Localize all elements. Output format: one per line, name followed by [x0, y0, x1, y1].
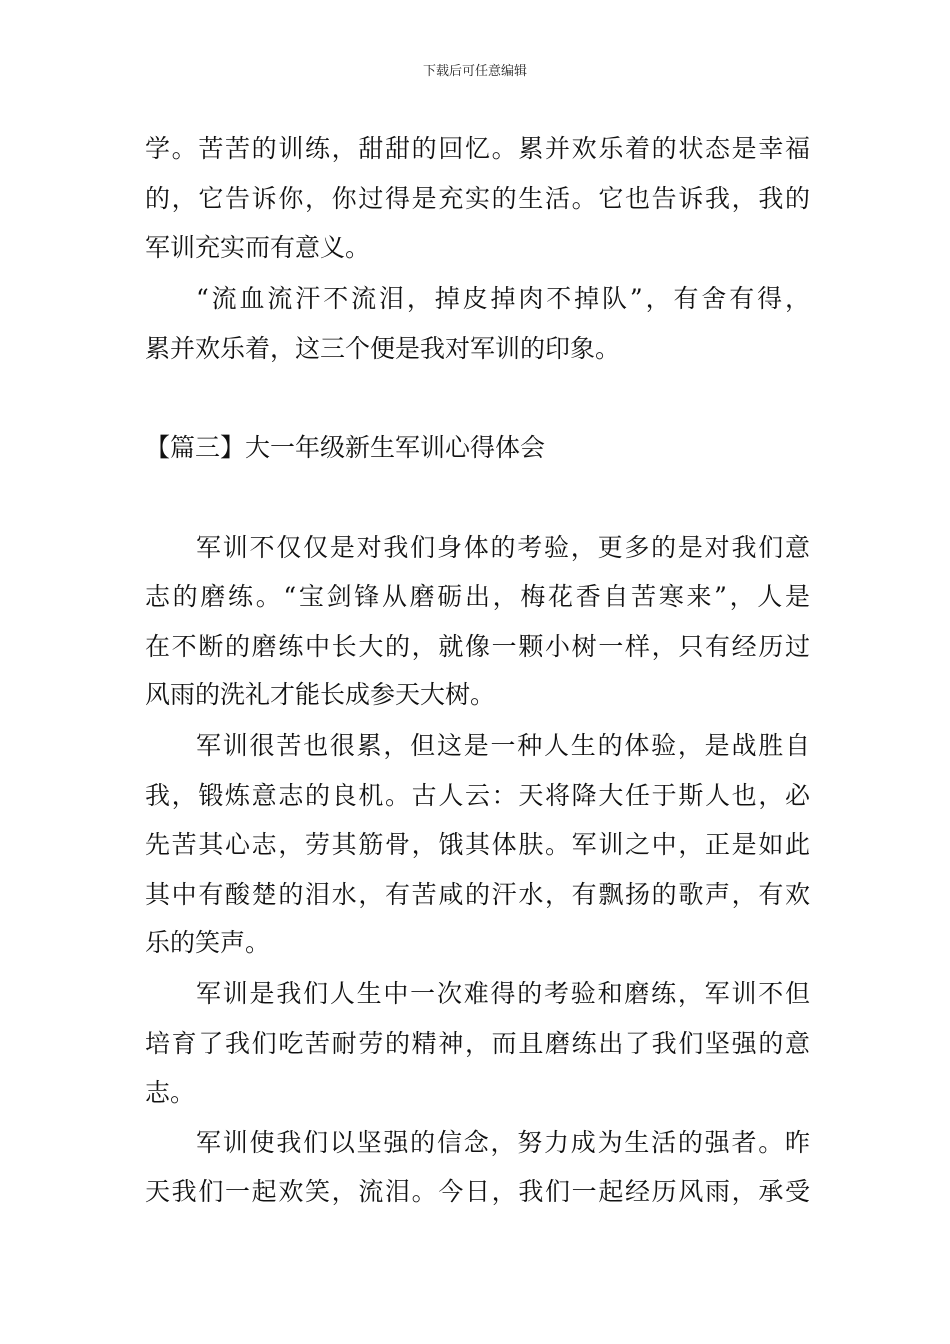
text-line: 天我们一起欢笑，流泪。今日，我们一起经历风雨，承受 [145, 1177, 810, 1206]
text-line: 我，锻炼意志的良机。古人云：天将降大任于斯人也，必 [145, 781, 810, 810]
text-line: 志。 [145, 1078, 196, 1107]
text-line: 军训充实而有意义。 [145, 233, 371, 262]
section-heading: 【篇三】大一年级新生军训心得体会 [145, 433, 546, 462]
text-line: 军训是我们人生中一次难得的考验和磨练，军训不但 [196, 979, 810, 1008]
text-line: 风雨的洗礼才能长成参天大树。 [145, 680, 496, 709]
text-line: “流血流汗不流泪，掉皮掉肉不掉队”，有舍有得， [196, 284, 810, 313]
text-line: 先苦其心志，劳其筋骨，饿其体肤。军训之中，正是如此 [145, 830, 810, 859]
text-line: 累并欢乐着，这三个便是我对军训的印象。 [145, 334, 621, 363]
text-line: 的，它告诉你，你过得是充实的生活。它也告诉我，我的 [145, 184, 810, 213]
text-line: 军训不仅仅是对我们身体的考验，更多的是对我们意 [196, 533, 810, 562]
text-line: 学。苦苦的训练，甜甜的回忆。累并欢乐着的状态是幸福 [145, 134, 810, 163]
text-line: 在不断的磨练中长大的，就像一颗小树一样，只有经历过 [145, 632, 810, 661]
text-line: 培育了我们吃苦耐劳的精神，而且磨练出了我们坚强的意 [145, 1029, 810, 1058]
text-line: 志的磨练。“宝剑锋从磨砺出，梅花香自苦寒来”，人是 [145, 582, 810, 611]
text-line: 乐的笑声。 [145, 928, 271, 957]
text-line: 军训使我们以坚强的信念，努力成为生活的强者。昨 [196, 1128, 810, 1157]
text-line: 其中有酸楚的泪水，有苦咸的汗水，有飘扬的歌声，有欢 [145, 880, 810, 909]
page-header: 下载后可任意编辑 [422, 64, 527, 79]
text-line: 军训很苦也很累，但这是一种人生的体验，是战胜自 [196, 731, 810, 760]
